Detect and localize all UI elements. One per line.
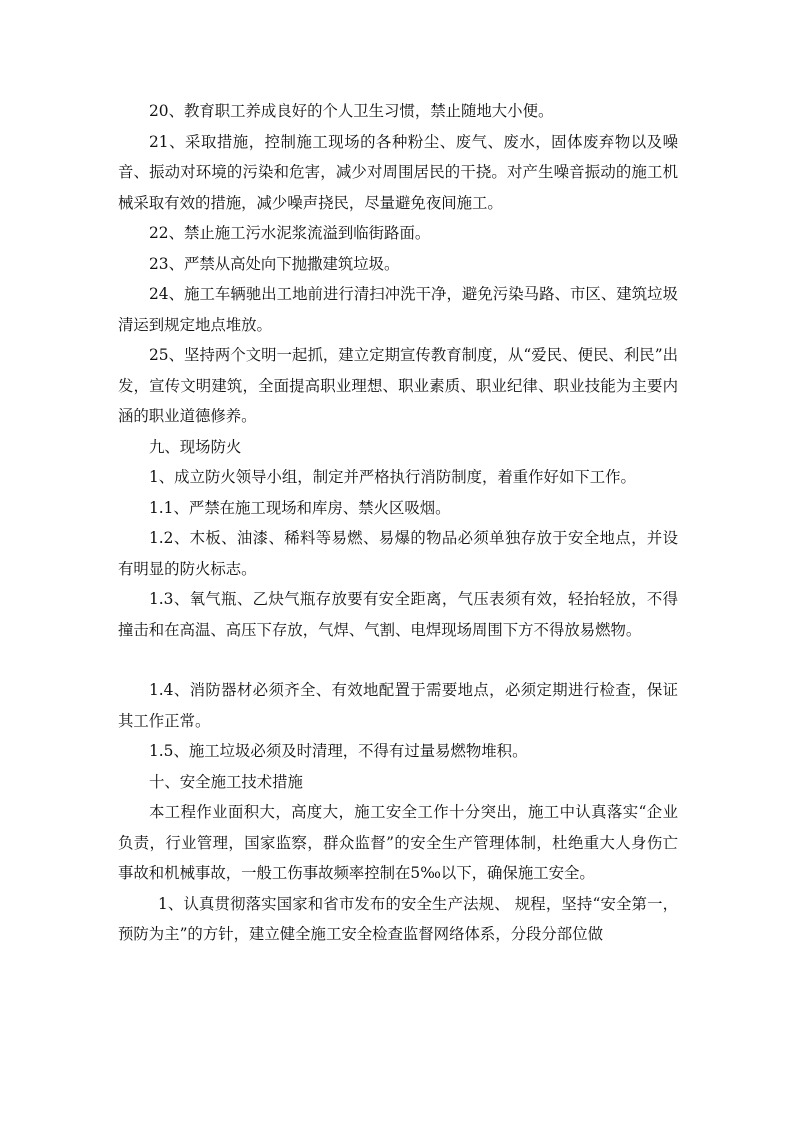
paragraph-fire-1-2: 1.2、木板、油漆、稀料等易燃、易爆的物品必须单独存放于安全地点，并设有明显的防火标志。 [118, 529, 678, 578]
paragraph-fire-1-5: 1.5、施工垃圾必须及时清理，不得有过量易燃物堆积。 [149, 742, 528, 760]
paragraph-22: 22、禁止施工污水泥浆流溢到临街路面。 [149, 224, 431, 242]
blank-line [118, 645, 678, 675]
paragraph-24: 24、施工车辆驰出工地前进行清扫冲洗干净，避免污染马路、市区、建筑垃圾清运到规定地点堆放。 [118, 285, 678, 334]
paragraph-fire-1-1: 1.1、严禁在施工现场和库房、禁火区吸烟。 [149, 498, 451, 517]
paragraph-safety-intro: 本工程作业面积大，高度大，施工安全工作十分突出，施工中认真落实“企业负责，行业管理，国家监察，群众监督”的安全生产管理体制，杜绝重大人身伤亡事故和机械事故，一般工伤事故频率控制在5‰以下，确保施工安全。 [118, 803, 678, 882]
paragraph-safety-1: 1、认真贯彻落实国家和省市发布的安全生产法规、 规程，坚持“安全第一，预防为主”的方针，建立健全施工安全检查监督网络体系，分段分部位做 [118, 894, 678, 943]
paragraph-25: 25、坚持两个文明一起抓，建立定期宣传教育制度，从“爱民、便民、利民”出发，宣传文明建筑，全面提高职业理想、职业素质、职业纪律、职业技能为主要内涵的职业道德修养。 [118, 346, 678, 425]
document-body [118, 96, 678, 950]
paragraph-20: 20、教育职工养成良好的个人卫生习惯，禁止随地大小便。 [149, 102, 554, 120]
section-heading-fire-prevention: 九、现场防火 [149, 437, 242, 456]
section-heading-safety-measures: 十、安全施工技术措施 [149, 772, 303, 791]
paragraph-fire-1: 1、成立防火领导小组，制定并严格执行消防制度，着重作好如下工作。 [149, 468, 636, 486]
paragraph-23: 23、严禁从高处向下抛撒建筑垃圾。 [149, 254, 400, 273]
paragraph-fire-1-4: 1.4、消防器材必须齐全、有效地配置于需要地点，必须定期进行检查，保证其工作正常。 [118, 681, 678, 730]
paragraph-21: 21、采取措施，控制施工现场的各种粉尘、废气、废水，固体废弃物以及噪音、振动对环境的污染和危害，减少对周围居民的干挠。对产生噪音振动的施工机械采取有效的措施，减少噪声挠民，尽量避免夜间施工。 [118, 132, 678, 212]
paragraph-fire-1-3: 1.3、氧气瓶、乙炔气瓶存放要有安全距离，气压表须有效，轻抬轻放，不得撞击和在高温、高压下存放，气焊、气割、电焊现场周围下方不得放易燃物。 [118, 590, 678, 639]
